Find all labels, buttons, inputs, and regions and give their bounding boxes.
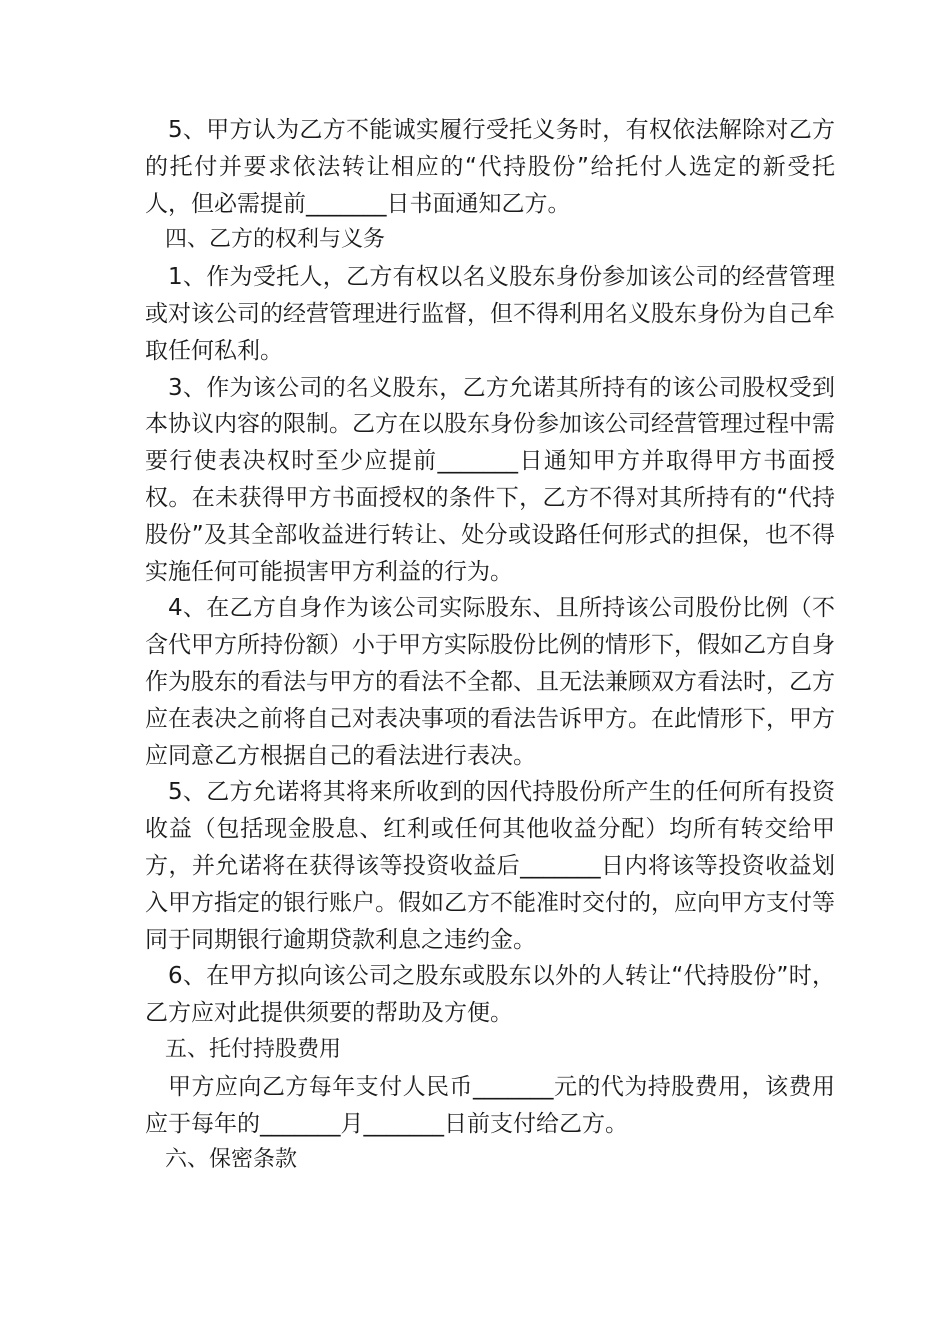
section-heading-5: 五、托付持股费用 — [165, 1036, 342, 1062]
document-page — [145, 112, 835, 1179]
clause-4-4: 4、在乙方自身作为该公司实际股东、且所持该公司股份比例（不含代甲方所持份额）小于甲方实际股份比例的情形下，假如乙方自身作为股东的看法与甲方的看法不全都、且无法兼顾双方看法时，乙方应在表决之前将自己对表决事项的看法告诉甲方。在此情形下，甲方应同意乙方根据自己的看法进行表决。 — [145, 595, 835, 769]
clause-4-5: 5、乙方允诺将其将来所收到的因代持股份所产生的任何所有投资收益（包括现金股息、红利或任何其他收益分配）均所有转交给甲方，并允诺将在获得该等投资收益后_______日内将该等投资收益划入甲方指定的银行账户。假如乙方不能准时交付的，应向甲方支付等同于同期银行逾期贷款利息之违约金。 — [145, 779, 835, 953]
section-heading-4: 四、乙方的权利与义务 — [165, 227, 386, 253]
section-heading-6: 六、保密条款 — [165, 1147, 298, 1173]
clause-5-fee: 甲方应向乙方每年支付人民币_______元的代为持股费用，该费用应于每年的_______月_______日前支付给乙方。 — [145, 1073, 835, 1137]
clause-4-1: 1、作为受托人，乙方有权以名义股东身份参加该公司的经营管理或对该公司的经营管理进行监督，但不得利用名义股东身份为自己牟取任何私利。 — [145, 264, 835, 364]
clause-3-5: 5、甲方认为乙方不能诚实履行受托义务时，有权依法解除对乙方的托付并要求依法转让相应的“代持股份”给托付人选定的新受托人，但必需提前_______日书面通知乙方。 — [145, 117, 835, 217]
clause-4-3: 3、作为该公司的名义股东，乙方允诺其所持有的该公司股权受到本协议内容的限制。乙方在以股东身份参加该公司经营管理过程中需要行使表决权时至少应提前_______日通知甲方并取得甲方书面授权。在未获得甲方书面授权的条件下，乙方不得对其所持有的“代持股份”及其全部收益进行转让、处分或设路任何形式的担保，也不得实施任何可能损害甲方利益的行为。 — [145, 374, 835, 585]
clause-4-6: 6、在甲方拟向该公司之股东或股东以外的人转让“代持股份”时，乙方应对此提供须要的帮助及方便。 — [145, 963, 835, 1027]
